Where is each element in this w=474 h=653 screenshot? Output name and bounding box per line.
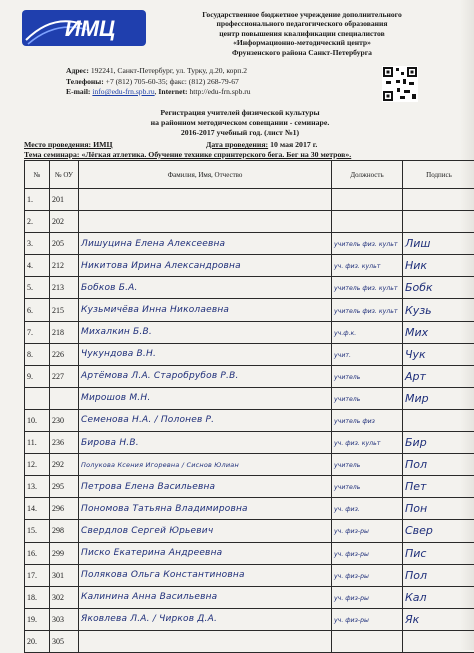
row-position: уч.ф.к. [334, 330, 356, 337]
row-school: 213 [52, 283, 64, 292]
registration-table [24, 160, 474, 653]
date-value: 10 мая 2017 г. [268, 140, 317, 149]
row-signature: Пол [405, 458, 427, 471]
contact-block: Адрес: 192241, Санкт-Петербург, ул. Турку, д.20, корп.2 Телефоны: +7 (812) 705-60-35; факс: (812) 268-79-67 E-mail: info@edu-frn.spb.ru, Internet: http://edu-frn.spb.ru [66, 66, 386, 98]
row-signature: Кузь [405, 304, 432, 317]
row-number: 15. [27, 526, 37, 535]
row-position: учитель [334, 462, 360, 469]
logo-text: ИМЦ [65, 16, 115, 41]
row-school: 292 [52, 460, 64, 469]
row-signature: Пон [405, 502, 427, 515]
row-number: 16. [27, 549, 37, 558]
row-school: 226 [52, 350, 64, 359]
phones-label: Телефоны: [66, 77, 104, 86]
row-number: 10. [27, 416, 37, 425]
table-row [25, 542, 474, 564]
document-title [90, 108, 390, 138]
row-fullname: Петрова Елена Васильевна [81, 482, 215, 492]
row-school: 218 [52, 328, 64, 337]
table-row [25, 277, 474, 299]
row-number: 20. [27, 637, 37, 646]
row-school: 303 [52, 615, 64, 624]
row-signature: Пет [405, 480, 426, 493]
imc-logo [22, 10, 146, 46]
row-school: 205 [52, 239, 64, 248]
row-position: учитель [334, 374, 360, 381]
row-fullname: Бирова Н.В. [81, 438, 139, 448]
row-number: 7. [27, 328, 33, 337]
address-label: Адрес: [66, 66, 89, 75]
row-number: 3. [27, 239, 33, 248]
email-label: E-mail: [66, 87, 90, 96]
table-row [25, 586, 474, 608]
row-number: 8. [27, 350, 33, 359]
table-row [25, 189, 474, 211]
row-school: 215 [52, 306, 64, 315]
row-fullname: Кузьмичёва Инна Николаевна [81, 305, 229, 315]
row-signature: Ник [405, 259, 427, 272]
org-line: центр повышения квалификации специалистов [152, 29, 452, 38]
table-row [25, 365, 474, 387]
row-signature: Арт [405, 370, 426, 383]
row-position: уч. физ-ры [334, 528, 369, 535]
row-school: 201 [52, 195, 64, 204]
row-number: 18. [27, 593, 37, 602]
row-signature: Чук [405, 348, 426, 361]
table-row [25, 255, 474, 277]
row-school: 299 [52, 549, 64, 558]
row-number: 11. [27, 438, 37, 447]
table-row [25, 409, 474, 431]
row-position: уч. физ. культ [334, 440, 380, 447]
table-row [25, 432, 474, 454]
title-line: 2016-2017 учебный год. (лист №1) [90, 128, 390, 138]
row-school: 295 [52, 482, 64, 491]
date-label: Дата проведения: [206, 140, 268, 149]
org-header [152, 10, 452, 57]
row-signature: Бобк [405, 281, 433, 294]
row-school: 298 [52, 526, 64, 535]
row-school: 202 [52, 217, 64, 226]
row-number: 5. [27, 283, 33, 292]
table-header-row [25, 161, 474, 189]
row-signature: Мир [405, 392, 429, 405]
table-row [25, 608, 474, 630]
row-fullname: Бобков Б.А. [81, 283, 138, 293]
title-line: Регистрация учителей физической культуры [90, 108, 390, 118]
row-number: 19. [27, 615, 37, 624]
row-fullname: Лишуцина Елена Алексеевна [81, 239, 225, 249]
org-line: Фрунзенского района Санкт-Петербурга [152, 48, 452, 57]
row-signature: Лиш [405, 237, 431, 250]
table-row [25, 498, 474, 520]
row-position: учитель [334, 396, 360, 403]
row-number: 9. [27, 372, 33, 381]
row-fullname: Семенова Н.А. / Полонев Р. [81, 415, 214, 425]
row-school: 302 [52, 593, 64, 602]
row-position: уч. физ. культ [334, 263, 380, 270]
row-number: 1. [27, 195, 33, 204]
title-line: на районном методическом совещании - семинаре. [90, 118, 390, 128]
row-school: 305 [52, 637, 64, 646]
org-line: «Информационно-методический центр» [152, 38, 452, 47]
col-school: № ОУ [50, 161, 79, 189]
meeting-meta [24, 140, 444, 149]
row-number: 6. [27, 306, 33, 315]
row-signature: Бир [405, 436, 427, 449]
row-school: 236 [52, 438, 64, 447]
table-row [25, 211, 474, 233]
internet-link[interactable]: http://edu-frn.spb.ru [189, 87, 250, 96]
row-position: уч. физ-ры [334, 617, 369, 624]
row-school: 212 [52, 261, 64, 270]
row-school: 230 [52, 416, 64, 425]
row-position: уч. физ. [334, 506, 360, 513]
row-school: 296 [52, 504, 64, 513]
row-fullname: Артёмова Л.А. Старобрубов Р.В. [81, 371, 239, 381]
row-fullname: Пономова Татьяна Владимировна [81, 504, 248, 514]
table-row [25, 476, 474, 498]
table-row [25, 454, 474, 476]
row-position: учитель физ. культ [334, 308, 397, 315]
table-row [25, 564, 474, 586]
row-signature: Пис [405, 547, 426, 560]
row-number: 2. [27, 217, 33, 226]
internet-label: Internet: [158, 87, 187, 96]
row-school: 301 [52, 571, 64, 580]
row-fullname: Свердлов Сергей Юрьевич [81, 526, 213, 536]
row-number: 4. [27, 261, 33, 270]
table-row [25, 233, 474, 255]
row-number: 14. [27, 504, 37, 513]
org-line: профессионального педагогического образования [152, 19, 452, 28]
row-number: 12. [27, 460, 37, 469]
phones-value: +7 (812) 705-60-35; факс: (812) 268-79-67 [106, 77, 239, 86]
row-fullname: Михалкин Б.В. [81, 327, 152, 337]
row-fullname: Калинина Анна Васильевна [81, 592, 217, 602]
row-fullname: Полукова Ксения Игоревна / Сиснов Юлиан [81, 461, 239, 469]
col-number: № [25, 161, 50, 189]
org-line: Государственное бюджетное учреждение дополнительного [152, 10, 452, 19]
row-position: уч. физ-ры [334, 573, 369, 580]
row-position: учитель физ [334, 418, 375, 425]
row-fullname: Полякова Ольга Константиновна [81, 570, 245, 580]
table-row [25, 630, 474, 652]
row-fullname: Никитова Ирина Александровна [81, 261, 241, 271]
row-position: уч. физ-ры [334, 551, 369, 558]
row-signature: Свер [405, 524, 433, 537]
row-number: 17. [27, 571, 37, 580]
row-number: 13. [27, 482, 37, 491]
address-value: 192241, Санкт-Петербург, ул. Турку, д.20, корп.2 [91, 66, 247, 75]
row-school: 227 [52, 372, 64, 381]
seminar-topic: Тема семинара: «Лёгкая атлетика. Обучение технике спринтерского бега. Бег на 30 метров». [24, 150, 454, 159]
row-signature: Як [405, 613, 419, 626]
row-position: учитель физ. культ [334, 285, 397, 292]
row-signature: Кал [405, 591, 427, 604]
row-fullname: Мирошов М.Н. [81, 393, 150, 403]
email-link[interactable]: info@edu-frn.spb.ru [92, 87, 154, 96]
col-position: Должность [332, 161, 403, 189]
row-fullname: Писко Екатерина Андреевна [81, 548, 222, 558]
row-position: учитель физ. культ [334, 241, 397, 248]
row-fullname: Чукундова В.Н. [81, 349, 156, 359]
row-signature: Пол [405, 569, 427, 582]
row-position: учит. [334, 352, 351, 359]
row-fullname: Яковлева Л.А. / Чирков Д.А. [81, 614, 217, 624]
col-fullname: Фамилия, Имя, Отчество [79, 161, 332, 189]
table-row [25, 520, 474, 542]
table-row [25, 299, 474, 321]
table-row [25, 387, 474, 409]
col-signature: Подпись [403, 161, 474, 189]
row-position: уч. физ-ры [334, 595, 369, 602]
qr-code-icon [382, 66, 418, 102]
table-row [25, 343, 474, 365]
meeting-place: Место проведения: ИМЦ [24, 140, 113, 149]
row-signature: Мих [405, 326, 428, 339]
row-position: учитель [334, 484, 360, 491]
table-row [25, 321, 474, 343]
